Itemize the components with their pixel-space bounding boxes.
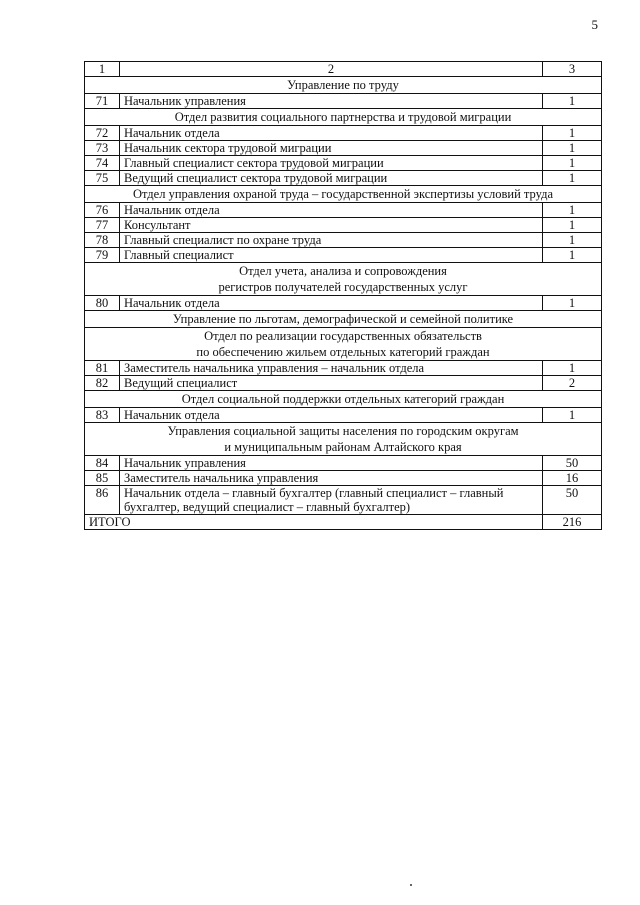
row-number: 77	[85, 218, 120, 233]
position-row	[85, 456, 602, 471]
section-heading-row	[85, 186, 602, 203]
section-heading-row	[85, 328, 602, 361]
section-heading	[85, 391, 602, 408]
section-heading-row	[85, 423, 602, 456]
position-row	[85, 171, 602, 186]
position-title: Ведущий специалист сектора трудовой миграции	[120, 171, 543, 186]
section-heading	[85, 423, 602, 456]
section-heading-row	[85, 77, 602, 94]
total-count: 216	[543, 515, 602, 530]
staff-count: 50	[543, 486, 602, 515]
position-row	[85, 156, 602, 171]
staff-count: 1	[543, 126, 602, 141]
row-number: 80	[85, 296, 120, 311]
section-heading	[85, 328, 602, 361]
row-number: 85	[85, 471, 120, 486]
section-heading	[85, 311, 602, 328]
position-title: Начальник отдела	[120, 203, 543, 218]
row-number: 81	[85, 361, 120, 376]
position-title: Заместитель начальника управления – начальник отдела	[120, 361, 543, 376]
row-number: 73	[85, 141, 120, 156]
position-title: Начальник отдела	[120, 126, 543, 141]
position-title: Начальник отдела	[120, 296, 543, 311]
section-heading-line: и муниципальным районам Алтайского края	[224, 440, 462, 454]
position-title: Начальник сектора трудовой миграции	[120, 141, 543, 156]
position-row	[85, 471, 602, 486]
position-title: Начальник отдела – главный бухгалтер (главный специалист – главный бухгалтер, ведущий специалист – главный бухгалтер)	[120, 486, 543, 515]
staff-count: 1	[543, 248, 602, 263]
table-header-row	[85, 62, 602, 77]
section-heading	[85, 77, 602, 94]
position-row	[85, 296, 602, 311]
staff-count: 1	[543, 218, 602, 233]
staff-count: 2	[543, 376, 602, 391]
section-heading-line: Отдел учета, анализа и сопровождения	[239, 264, 447, 278]
section-heading-line: Отдел управления охраной труда – государственной экспертизы условий труда	[132, 187, 553, 201]
staff-count: 1	[543, 94, 602, 109]
row-number: 84	[85, 456, 120, 471]
position-row	[85, 376, 602, 391]
section-heading-line: Управления социальной защиты населения по городским округам	[167, 424, 519, 438]
section-heading-line: Отдел по реализации государственных обязательств	[204, 329, 482, 343]
position-row	[85, 408, 602, 423]
staff-count: 1	[543, 361, 602, 376]
section-heading-row	[85, 263, 602, 296]
position-row	[85, 203, 602, 218]
position-row	[85, 361, 602, 376]
position-row	[85, 233, 602, 248]
total-label: ИТОГО	[85, 515, 543, 530]
staff-count: 1	[543, 408, 602, 423]
staff-count: 1	[543, 203, 602, 218]
row-number: 76	[85, 203, 120, 218]
row-number: 86	[85, 486, 120, 515]
total-row	[85, 515, 602, 530]
row-number: 71	[85, 94, 120, 109]
staff-count: 1	[543, 141, 602, 156]
header-col-2: 2	[120, 62, 543, 77]
staff-count: 1	[543, 156, 602, 171]
scan-speck	[410, 884, 412, 886]
position-title: Начальник отдела	[120, 408, 543, 423]
position-title: Главный специалист по охране труда	[120, 233, 543, 248]
section-heading-row	[85, 109, 602, 126]
position-row	[85, 94, 602, 109]
row-number: 83	[85, 408, 120, 423]
row-number: 74	[85, 156, 120, 171]
row-number: 82	[85, 376, 120, 391]
section-heading-line: по обеспечению жильем отдельных категорий граждан	[196, 345, 490, 359]
staff-table-body	[85, 62, 602, 530]
section-heading-row	[85, 391, 602, 408]
position-title: Главный специалист сектора трудовой миграции	[120, 156, 543, 171]
row-number: 72	[85, 126, 120, 141]
page-number: 5	[591, 17, 598, 32]
position-title: Заместитель начальника управления	[120, 471, 543, 486]
position-title: Консультант	[120, 218, 543, 233]
row-number: 78	[85, 233, 120, 248]
row-number: 75	[85, 171, 120, 186]
staff-count: 16	[543, 471, 602, 486]
staff-table	[84, 61, 602, 530]
position-row	[85, 248, 602, 263]
position-row	[85, 486, 602, 515]
staff-count: 1	[543, 233, 602, 248]
section-heading-line: Отдел социальной поддержки отдельных категорий граждан	[181, 392, 505, 406]
staff-count: 1	[543, 171, 602, 186]
staff-count: 1	[543, 296, 602, 311]
section-heading-line: Управление по труду	[287, 78, 399, 92]
section-heading	[85, 109, 602, 126]
section-heading-line: Отдел развития социального партнерства и трудовой миграции	[174, 110, 512, 124]
position-title: Главный специалист	[120, 248, 543, 263]
position-row	[85, 126, 602, 141]
section-heading-line: регистров получателей государственных услуг	[218, 280, 468, 294]
section-heading-row	[85, 311, 602, 328]
position-row	[85, 141, 602, 156]
position-title: Начальник управления	[120, 94, 543, 109]
section-heading	[85, 263, 602, 296]
section-heading-line: Управление по льготам, демографической и семейной политике	[172, 312, 514, 326]
row-number: 79	[85, 248, 120, 263]
staff-count: 50	[543, 456, 602, 471]
header-col-1: 1	[85, 62, 120, 77]
position-row	[85, 218, 602, 233]
position-title: Начальник управления	[120, 456, 543, 471]
section-heading	[85, 186, 602, 203]
position-title: Ведущий специалист	[120, 376, 543, 391]
header-col-3: 3	[543, 62, 602, 77]
